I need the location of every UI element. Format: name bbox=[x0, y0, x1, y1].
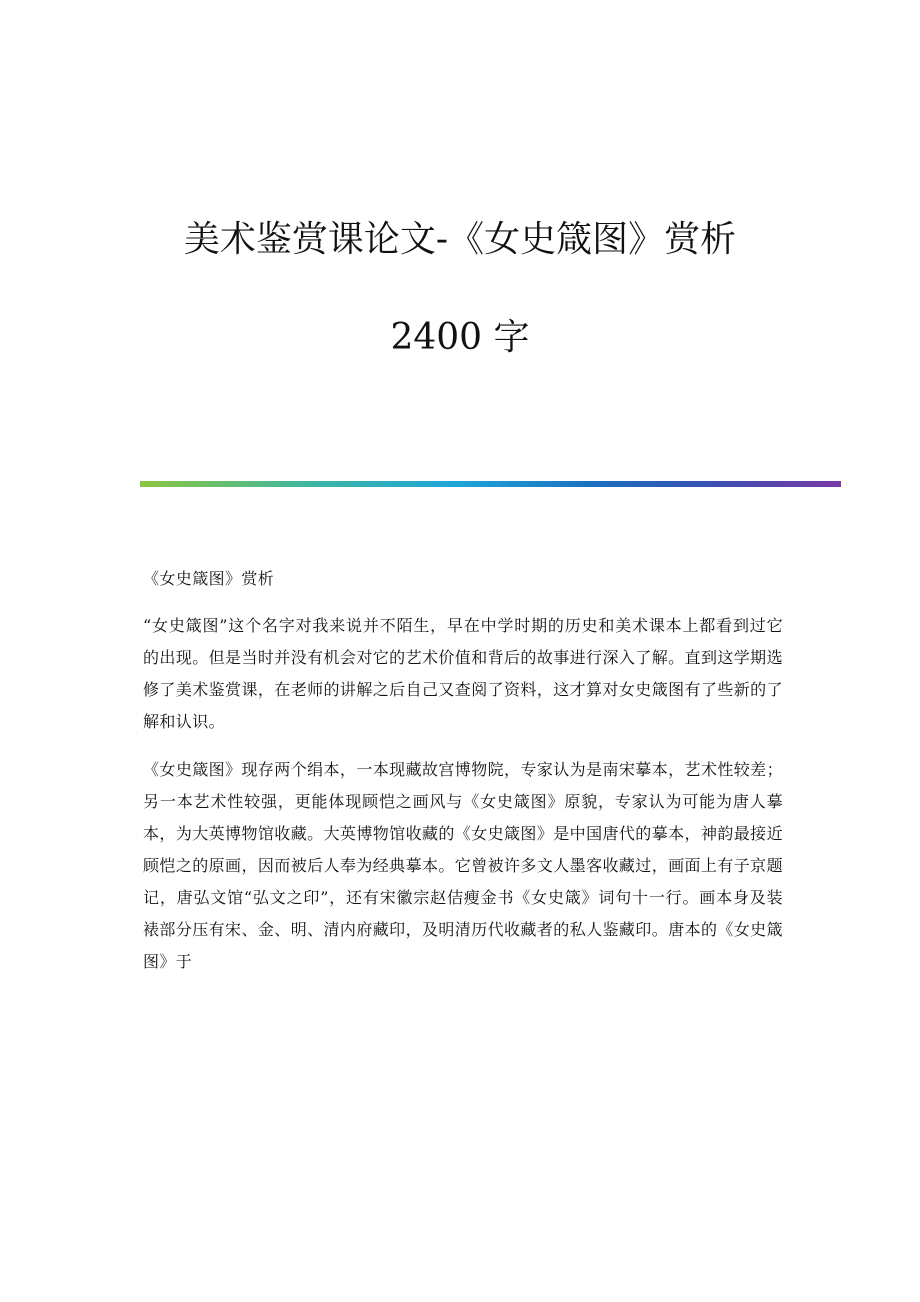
gradient-divider bbox=[140, 481, 841, 487]
document-title-line-2: 2400 字 bbox=[390, 317, 530, 358]
document-title-line-1: 美术鉴赏课论文-《女史箴图》赏析 bbox=[183, 219, 737, 260]
document-body bbox=[143, 563, 783, 994]
paragraph-intro: “女史箴图”这个名字对我来说并不陌生，早在中学时期的历史和美术课本上都看到过它的出现。但是当时并没有机会对它的艺术价值和背后的故事进行深入了解。直到这学期选修了美术鉴赏课，在老师的讲解之后自己又查阅了资料，这才算对女史箴图有了些新的了解和认识。 bbox=[143, 616, 783, 731]
paragraph-versions: 《女史箴图》现存两个绢本，一本现藏故宫博物院，专家认为是南宋摹本，艺术性较差；另一本艺术性较强，更能体现顾恺之画风与《女史箴图》原貌，专家认为可能为唐人摹本，为大英博物馆收藏。大英博物馆收藏的《女史箴图》是中国唐代的摹本，神韵最接近顾恺之的原画，因而被后人奉为经典摹本。它曾被许多文人墨客收藏过，画面上有子京题记，唐弘文馆“弘文之印”，还有宋徽宗赵佶瘦金书《女史箴》词句十一行。画本身及装裱部分压有宋、金、明、清内府藏印，及明清历代收藏者的私人鉴藏印。唐本的《女史箴图》于 bbox=[143, 760, 783, 971]
section-heading: 《女史箴图》赏析 bbox=[143, 569, 275, 588]
